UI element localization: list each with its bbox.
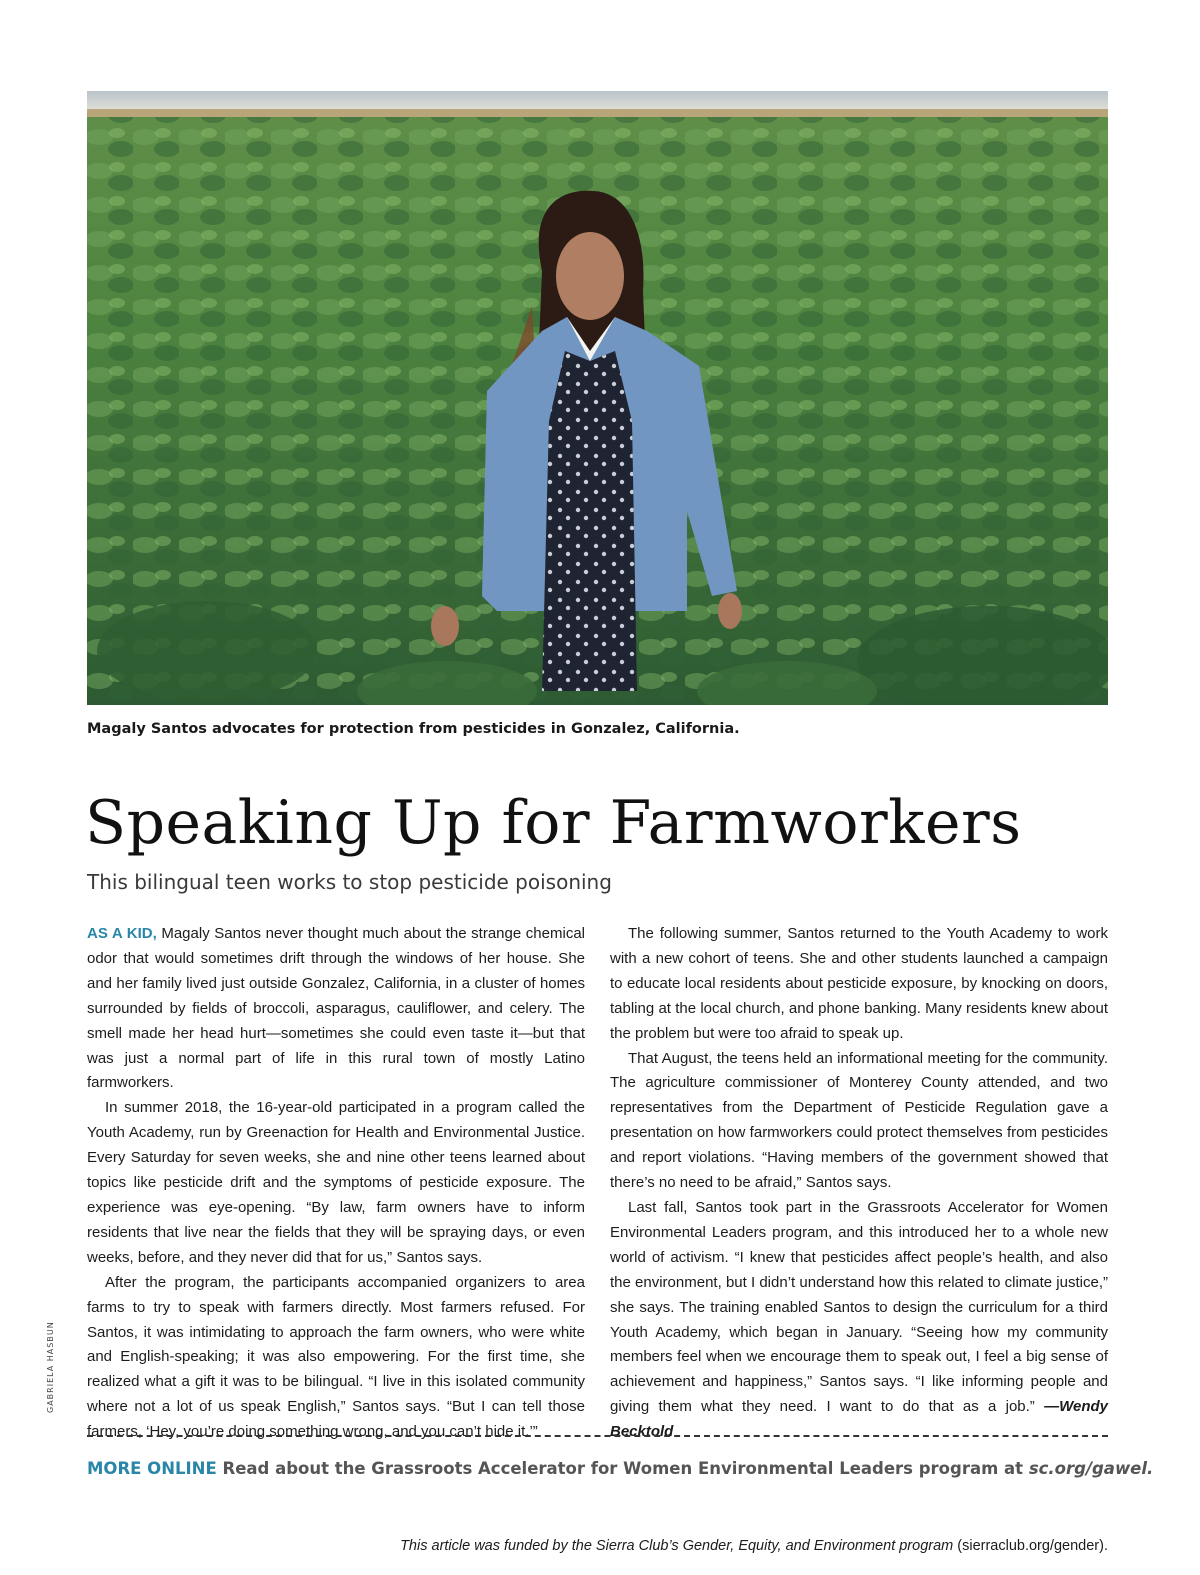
funding-link: (sierraclub.org/gender). [953, 1538, 1108, 1554]
paragraph-text: Last fall, Santos took part in the Grassroots Accelerator for Women Environmental Leaders program, and this introduced her to a whole new world of activism. “I knew that pesticides affect people’s health, and also the environment, but I didn’t understand how this related to climate justice,” she says. The training enabled Santos to design the curriculum for a third Youth Academy, which began in January. “Seeing how my community members feel when we encourage them to speak out, I feel a big sense of achievement and happiness,” Santos says. “I like informing people and giving them what they need. I want to do that as a job.” [610, 1198, 1108, 1416]
author-byline: —Wendy Becktold [610, 1398, 1108, 1441]
paragraph: After the program, the participants accompanied organizers to area farms to try to speak with farmers directly. Most farmers refused. For Santos, it was intimidating to approach the farm owners, who were white and English-speaking; it was also empowering. For the first time, she realized what a gift it was to be bilingual. “I live in this isolated community where not a lot of us speak English,” Santos says. “But I can tell those farmers, ‘Hey, you’re doing something wrong, and you can’t hide it.’” [87, 1273, 585, 1441]
photo-credit: GABRIELA HASBUN [46, 1321, 55, 1413]
article-column-left [87, 922, 585, 1445]
paragraph: The following summer, Santos returned to the Youth Academy to work with a new cohort of teens. She and other students launched a campaign to educate local residents about pesticide exposure, by knocking on doors, tabling at the local church, and phone banking. Many residents knew about the problem but were too afraid to speak up. [610, 925, 1108, 1042]
article-subhead: This bilingual teen works to stop pesticide poisoning [87, 870, 612, 894]
paragraph [87, 922, 585, 1096]
article-headline: Speaking Up for Farmworkers [85, 788, 1022, 858]
funding-note [400, 1538, 1108, 1554]
more-online-text: Read about the Grassroots Accelerator for Women Environmental Leaders program at [216, 1459, 1029, 1478]
paragraph: In summer 2018, the 16-year-old participated in a program called the Youth Academy, run by Greenaction for Health and Environmental Justice. Every Saturday for seven weeks, she and nine other teens learned about topics like pesticide drift and the symptoms of pesticide exposure. The experience was eye-opening. “By law, farm owners have to inform residents that live near the fields that they will be spraying days, or even weeks, before, and they never did that for us,” Santos says. [87, 1099, 585, 1266]
article-column-right [610, 922, 1108, 1445]
farm-field-illustration [87, 91, 1108, 705]
more-online-note [87, 1459, 1153, 1478]
paragraph-text: Magaly Santos never thought much about the strange chemical odor that would sometimes drift through the windows of her house. She and her family lived just outside Gonzalez, California, in a cluster of homes surrounded by fields of broccoli, asparagus, cauliflower, and celery. The smell made her head hurt—sometimes she could even taste it—but that was just a normal part of life in this rural town of mostly Latino farmworkers. [87, 925, 585, 1092]
more-online-tag: MORE ONLINE [87, 1459, 217, 1478]
photo-caption: Magaly Santos advocates for protection from pesticides in Gonzalez, California. [87, 721, 740, 737]
funding-italic: This article was funded by the Sierra Club’s Gender, Equity, and Environment program [400, 1538, 954, 1554]
lead-in: AS A KID, [87, 925, 157, 942]
paragraph [610, 1196, 1108, 1445]
hero-photo [87, 91, 1108, 705]
paragraph: That August, the teens held an informational meeting for the community. The agriculture commissioner of Monterey County attended, and two representatives from the Department of Pesticide Regulation gave a presentation on how farmworkers could protect themselves from pesticides and report violations. “Having members of the government showed that there’s no need to be afraid,” Santos says. [610, 1049, 1108, 1192]
dashed-divider [87, 1435, 1108, 1437]
more-online-link[interactable]: sc.org/gawel. [1028, 1459, 1154, 1478]
